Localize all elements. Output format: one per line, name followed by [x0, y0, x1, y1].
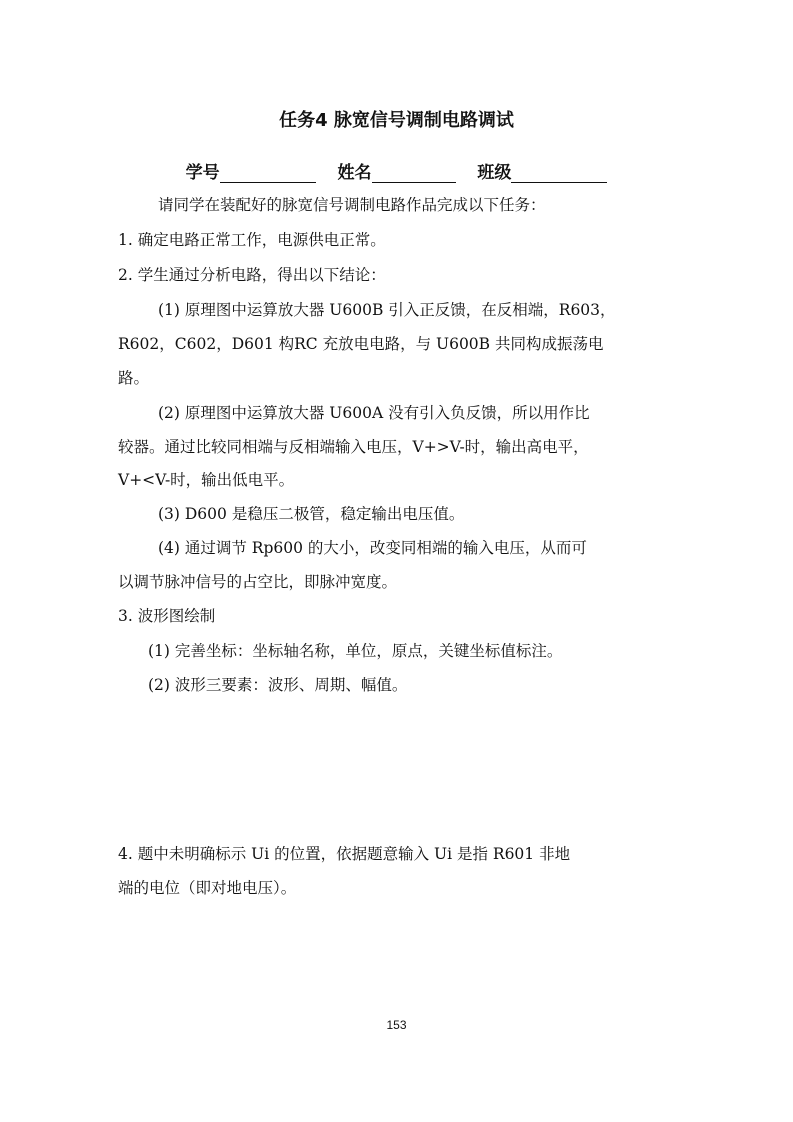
item-2-1-line-1: (1) 原理图中运算放大器 U600B 引入正反馈，在反相端，R603，: [158, 301, 616, 319]
item-4-line-2: 端的电位（即对地电压）。: [118, 879, 297, 897]
item-1: 1. 确定电路正常工作，电源供电正常。: [118, 231, 386, 249]
student-id-label: 学号: [185, 163, 220, 183]
item-2-2-line-1: (2) 原理图中运算放大器 U600A 没有引入负反馈，所以用作比: [158, 404, 590, 422]
item-2-2-line-2: 较器。通过比较同相端与反相端输入电压，V+>V-时，输出高电平，: [118, 438, 589, 456]
student-info-fields: [0, 158, 793, 183]
intro-line: 请同学在装配好的脉宽信号调制电路作品完成以下任务：: [158, 196, 546, 214]
item-2-1-line-2: R602，C602，D601 构RC 充放电电路，与 U600B 共同构成振荡电: [118, 335, 604, 353]
class-blank: [511, 164, 607, 183]
item-2-3: (3) D600 是稳压二极管，稳定输出电压值。: [158, 505, 465, 523]
item-4-line-1: 4. 题中未明确标示 Ui 的位置，依据题意输入 Ui 是指 R601 非地: [118, 845, 571, 863]
name-label: 姓名: [337, 163, 372, 183]
student-id-blank: [220, 164, 316, 183]
class-label: 班级: [477, 163, 512, 183]
item-2-4-line-2: 以调节脉冲信号的占空比，即脉冲宽度。: [118, 573, 398, 591]
item-2-2-line-3: V+<V-时，输出低电平。: [118, 471, 295, 489]
name-blank: [372, 164, 456, 183]
item-2-1-line-3: 路。: [118, 369, 150, 387]
item-2-4-line-1: (4) 通过调节 Rp600 的大小，改变同相端的输入电压，从而可: [158, 539, 587, 557]
page-number: 153: [386, 1018, 407, 1032]
name-field: [338, 158, 456, 183]
page-title: 任务4 脉宽信号调制电路调试: [279, 110, 514, 131]
student-id-field: [186, 158, 316, 183]
item-3: 3. 波形图绘制: [118, 607, 216, 625]
item-2: 2. 学生通过分析电路，得出以下结论：: [118, 266, 386, 284]
item-3-2: (2) 波形三要素：波形、周期、幅值。: [148, 676, 408, 694]
item-3-1: (1) 完善坐标：坐标轴名称，单位，原点，关键坐标值标注。: [148, 642, 563, 660]
class-field: [477, 158, 607, 183]
